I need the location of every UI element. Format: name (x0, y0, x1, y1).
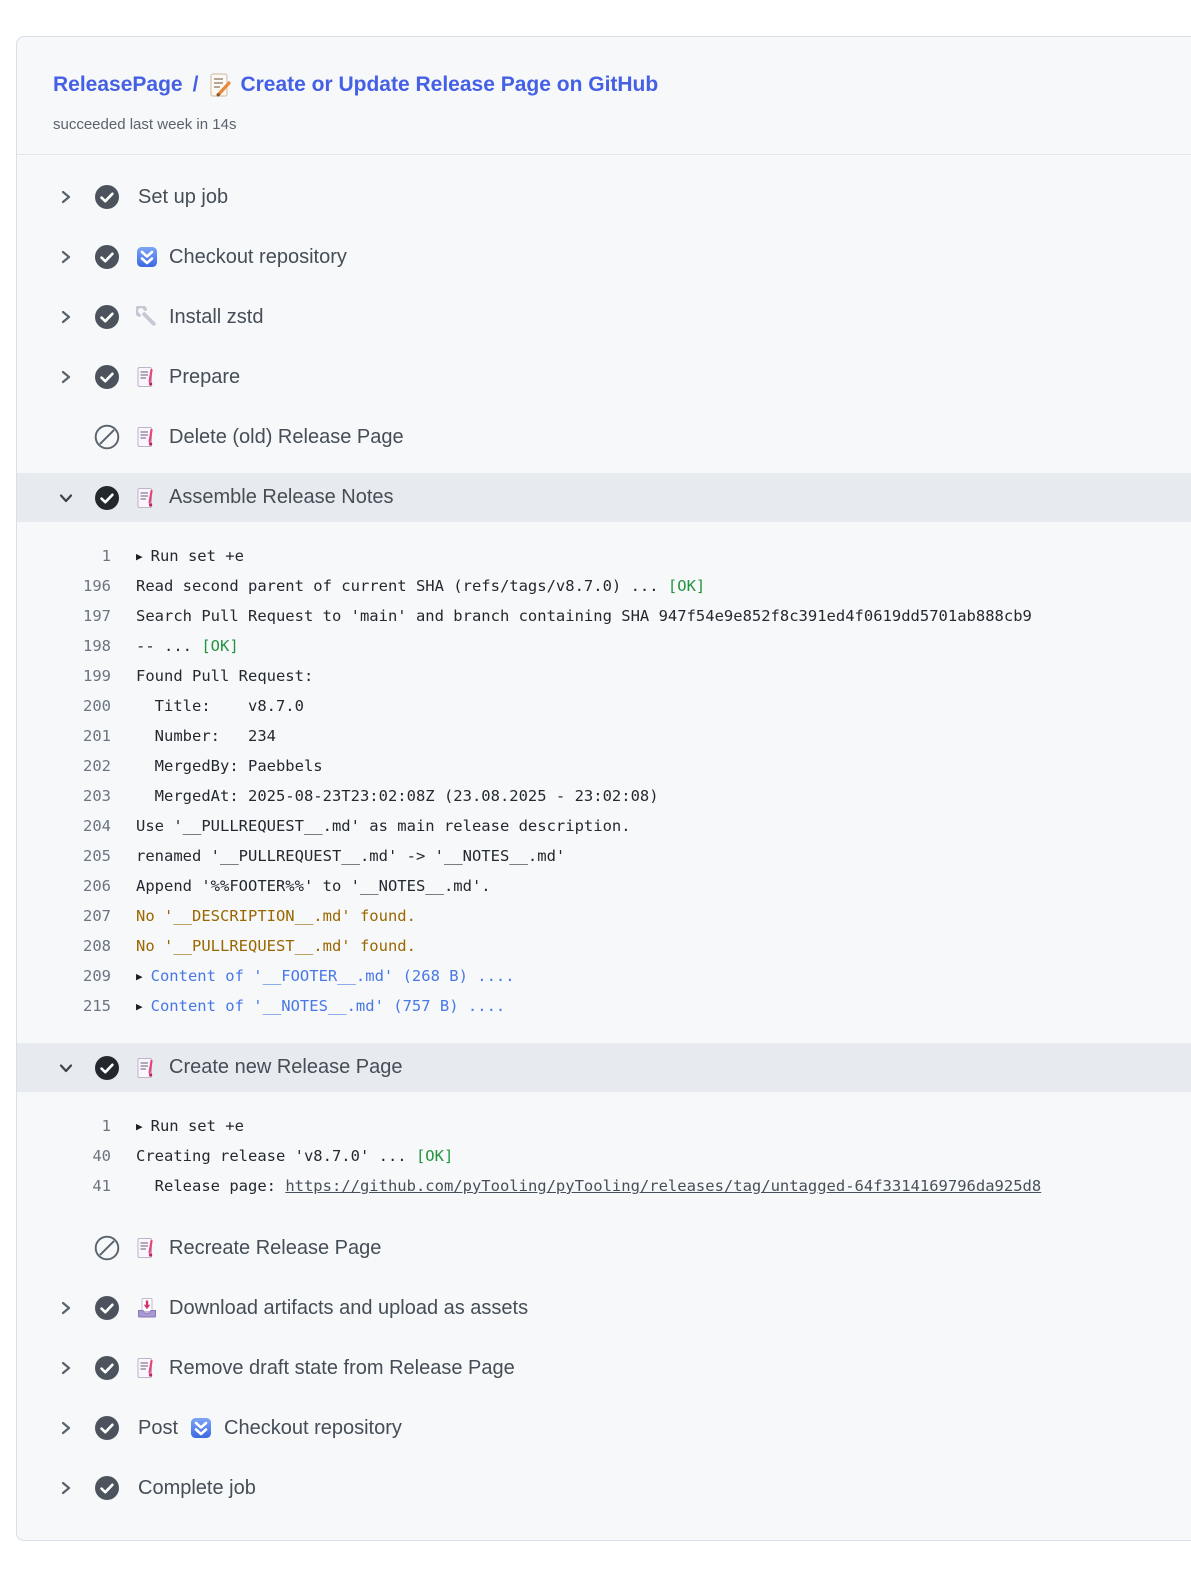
line-number[interactable]: 203 (83, 787, 111, 805)
wrench-icon (136, 305, 158, 329)
chevron-right-icon[interactable] (58, 309, 74, 325)
memo-icon (136, 1056, 158, 1080)
line-number[interactable]: 196 (83, 577, 111, 595)
log-text: Number: 234 (136, 727, 276, 745)
content-group-link[interactable]: Content of '__NOTES__.md' (757 B) .... (150, 997, 506, 1015)
log-text: Run set +e (150, 547, 244, 565)
job-name: Create or Update Release Page on GitHub (240, 73, 659, 96)
memo-icon (136, 425, 158, 449)
step-label: Set up job (138, 185, 229, 208)
checkout-download-icon (190, 1416, 212, 1440)
workflow-name-link[interactable]: ReleasePage (53, 73, 183, 96)
memo-icon (136, 1356, 158, 1380)
ok-status: [OK] (201, 637, 239, 655)
step-label: Assemble Release Notes (169, 486, 394, 508)
log-text: MergedBy: Paebbels (136, 757, 323, 775)
success-check-icon (95, 305, 119, 329)
step-row-post-checkout-repository[interactable] (17, 1398, 1191, 1458)
line-number[interactable]: 208 (83, 937, 111, 955)
expand-triangle-icon[interactable]: ▶ (136, 549, 143, 563)
step-label: Remove draft state from Release Page (169, 1356, 515, 1379)
checkout-download-icon (136, 245, 158, 269)
log-text: renamed '__PULLREQUEST__.md' -> '__NOTES__.md' (136, 847, 566, 865)
log-text: Append '%%FOOTER%%' to '__NOTES__.md'. (136, 877, 491, 895)
line-number[interactable]: 206 (83, 877, 111, 895)
success-check-icon (95, 365, 119, 389)
memo-icon (136, 486, 158, 510)
line-number[interactable]: 205 (83, 847, 111, 865)
step-row-create-new-release-page[interactable] (17, 1043, 1191, 1092)
line-number[interactable]: 1 (101, 1117, 111, 1135)
log-line (17, 871, 1191, 901)
log-line (17, 751, 1191, 781)
step-label: Checkout repository (224, 1416, 402, 1439)
line-number[interactable]: 41 (92, 1177, 111, 1195)
chevron-right-icon[interactable] (58, 1360, 74, 1376)
line-number[interactable]: 207 (83, 907, 111, 925)
log-text: Release page: (136, 1177, 286, 1195)
success-check-icon (95, 185, 119, 209)
expand-triangle-icon[interactable]: ▶ (136, 969, 143, 983)
log-text: Search Pull Request to 'main' and branch containing SHA 947f54e9e852f8c391ed4f0619dd5701ab888cb9 (136, 607, 1032, 625)
log-text: -- ... (136, 637, 202, 655)
line-number[interactable]: 40 (92, 1147, 111, 1165)
line-number[interactable]: 1 (101, 547, 111, 565)
step-label: Delete (old) Release Page (169, 425, 404, 448)
chevron-right-icon[interactable] (58, 1420, 74, 1436)
line-number[interactable]: 202 (83, 757, 111, 775)
chevron-down-icon[interactable] (58, 490, 74, 506)
log-line (17, 571, 1191, 601)
line-number[interactable]: 215 (83, 997, 111, 1015)
memo-icon (136, 365, 158, 389)
log-line (17, 691, 1191, 721)
line-number[interactable]: 199 (83, 667, 111, 685)
log-output-assemble (17, 522, 1191, 1043)
line-number[interactable]: 201 (83, 727, 111, 745)
step-row-checkout-repository[interactable] (17, 227, 1191, 287)
inbox-tray-icon (136, 1296, 158, 1320)
log-text: Read second parent of current SHA (refs/tags/v8.7.0) ... (136, 577, 668, 595)
step-row-set-up-job[interactable] (17, 167, 1191, 227)
log-text: Found Pull Request: (136, 667, 314, 685)
log-text: MergedAt: 2025-08-23T23:02:08Z (23.08.2025 - 23:02:08) (136, 787, 659, 805)
step-row-complete-job[interactable] (17, 1458, 1191, 1518)
log-line (17, 541, 1191, 571)
log-line (17, 931, 1191, 961)
log-line (17, 781, 1191, 811)
chevron-right-icon[interactable] (58, 369, 74, 385)
log-line (17, 1141, 1191, 1171)
expand-triangle-icon[interactable]: ▶ (136, 999, 143, 1013)
log-line (17, 721, 1191, 751)
log-line (17, 601, 1191, 631)
step-row-prepare[interactable] (17, 347, 1191, 407)
log-text: Use '__PULLREQUEST__.md' as main release description. (136, 817, 631, 835)
breadcrumb-separator: / (192, 73, 199, 96)
step-row-delete-old-release-page[interactable] (17, 407, 1191, 467)
step-row-download-artifacts[interactable] (17, 1278, 1191, 1338)
memo-icon (136, 1236, 158, 1260)
success-check-icon (95, 1356, 119, 1380)
ok-status: [OK] (415, 1147, 454, 1165)
line-number[interactable]: 209 (83, 967, 111, 985)
success-check-icon (95, 1056, 119, 1080)
log-line (17, 1171, 1191, 1201)
expand-triangle-icon[interactable]: ▶ (136, 1119, 143, 1133)
chevron-right-icon[interactable] (58, 1300, 74, 1316)
chevron-right-icon[interactable] (58, 189, 74, 205)
workflow-job-card (16, 36, 1191, 1541)
step-label: Prepare (169, 365, 241, 388)
log-warning-text: No '__PULLREQUEST__.md' found. (136, 937, 416, 955)
chevron-right-icon[interactable] (58, 1480, 74, 1496)
job-status-text: succeeded last week in 14s (53, 116, 237, 133)
step-row-install-zstd[interactable] (17, 287, 1191, 347)
line-number[interactable]: 204 (83, 817, 111, 835)
step-label: Complete job (138, 1476, 256, 1499)
log-warning-text: No '__DESCRIPTION__.md' found. (136, 907, 416, 925)
log-line (17, 991, 1191, 1021)
step-row-remove-draft-state[interactable] (17, 1338, 1191, 1398)
ok-status: [OK] (667, 577, 706, 595)
log-text: Title: v8.7.0 (136, 697, 304, 715)
line-number[interactable]: 198 (83, 637, 111, 655)
log-text: Run set +e (150, 1117, 244, 1135)
step-label: Recreate Release Page (169, 1236, 382, 1259)
skipped-icon (94, 1235, 120, 1261)
job-header (17, 37, 1191, 155)
line-number[interactable]: 197 (83, 607, 111, 625)
log-output-create (17, 1092, 1191, 1218)
step-label-prefix: Post (138, 1416, 179, 1439)
line-number[interactable]: 200 (83, 697, 111, 715)
success-check-icon (95, 486, 119, 510)
step-label: Checkout repository (169, 245, 347, 268)
step-row-recreate-release-page[interactable] (17, 1218, 1191, 1278)
chevron-down-icon[interactable] (58, 1060, 74, 1076)
step-label: Download artifacts and upload as assets (169, 1296, 529, 1319)
success-check-icon (95, 1416, 119, 1440)
log-line (17, 631, 1191, 661)
content-group-link[interactable]: Content of '__FOOTER__.md' (268 B) .... (150, 967, 515, 985)
log-line (17, 961, 1191, 991)
memo-icon (208, 72, 232, 98)
job-title (53, 71, 1191, 99)
step-row-assemble-release-notes[interactable] (17, 473, 1191, 522)
log-text: Creating release 'v8.7.0' ... (136, 1147, 416, 1165)
success-check-icon (95, 1476, 119, 1500)
step-list (17, 155, 1191, 1518)
skipped-icon (94, 424, 120, 450)
chevron-right-icon[interactable] (58, 249, 74, 265)
log-line (17, 841, 1191, 871)
log-line (17, 901, 1191, 931)
release-page-url-link[interactable]: https://github.com/pyTooling/pyTooling/releases/tag/untagged-64f3314169796da925d8 (285, 1177, 1042, 1195)
log-line (17, 661, 1191, 691)
success-check-icon (95, 1296, 119, 1320)
log-line (17, 1111, 1191, 1141)
log-line (17, 811, 1191, 841)
step-label: Create new Release Page (169, 1056, 403, 1078)
step-label: Install zstd (169, 305, 264, 328)
success-check-icon (95, 245, 119, 269)
